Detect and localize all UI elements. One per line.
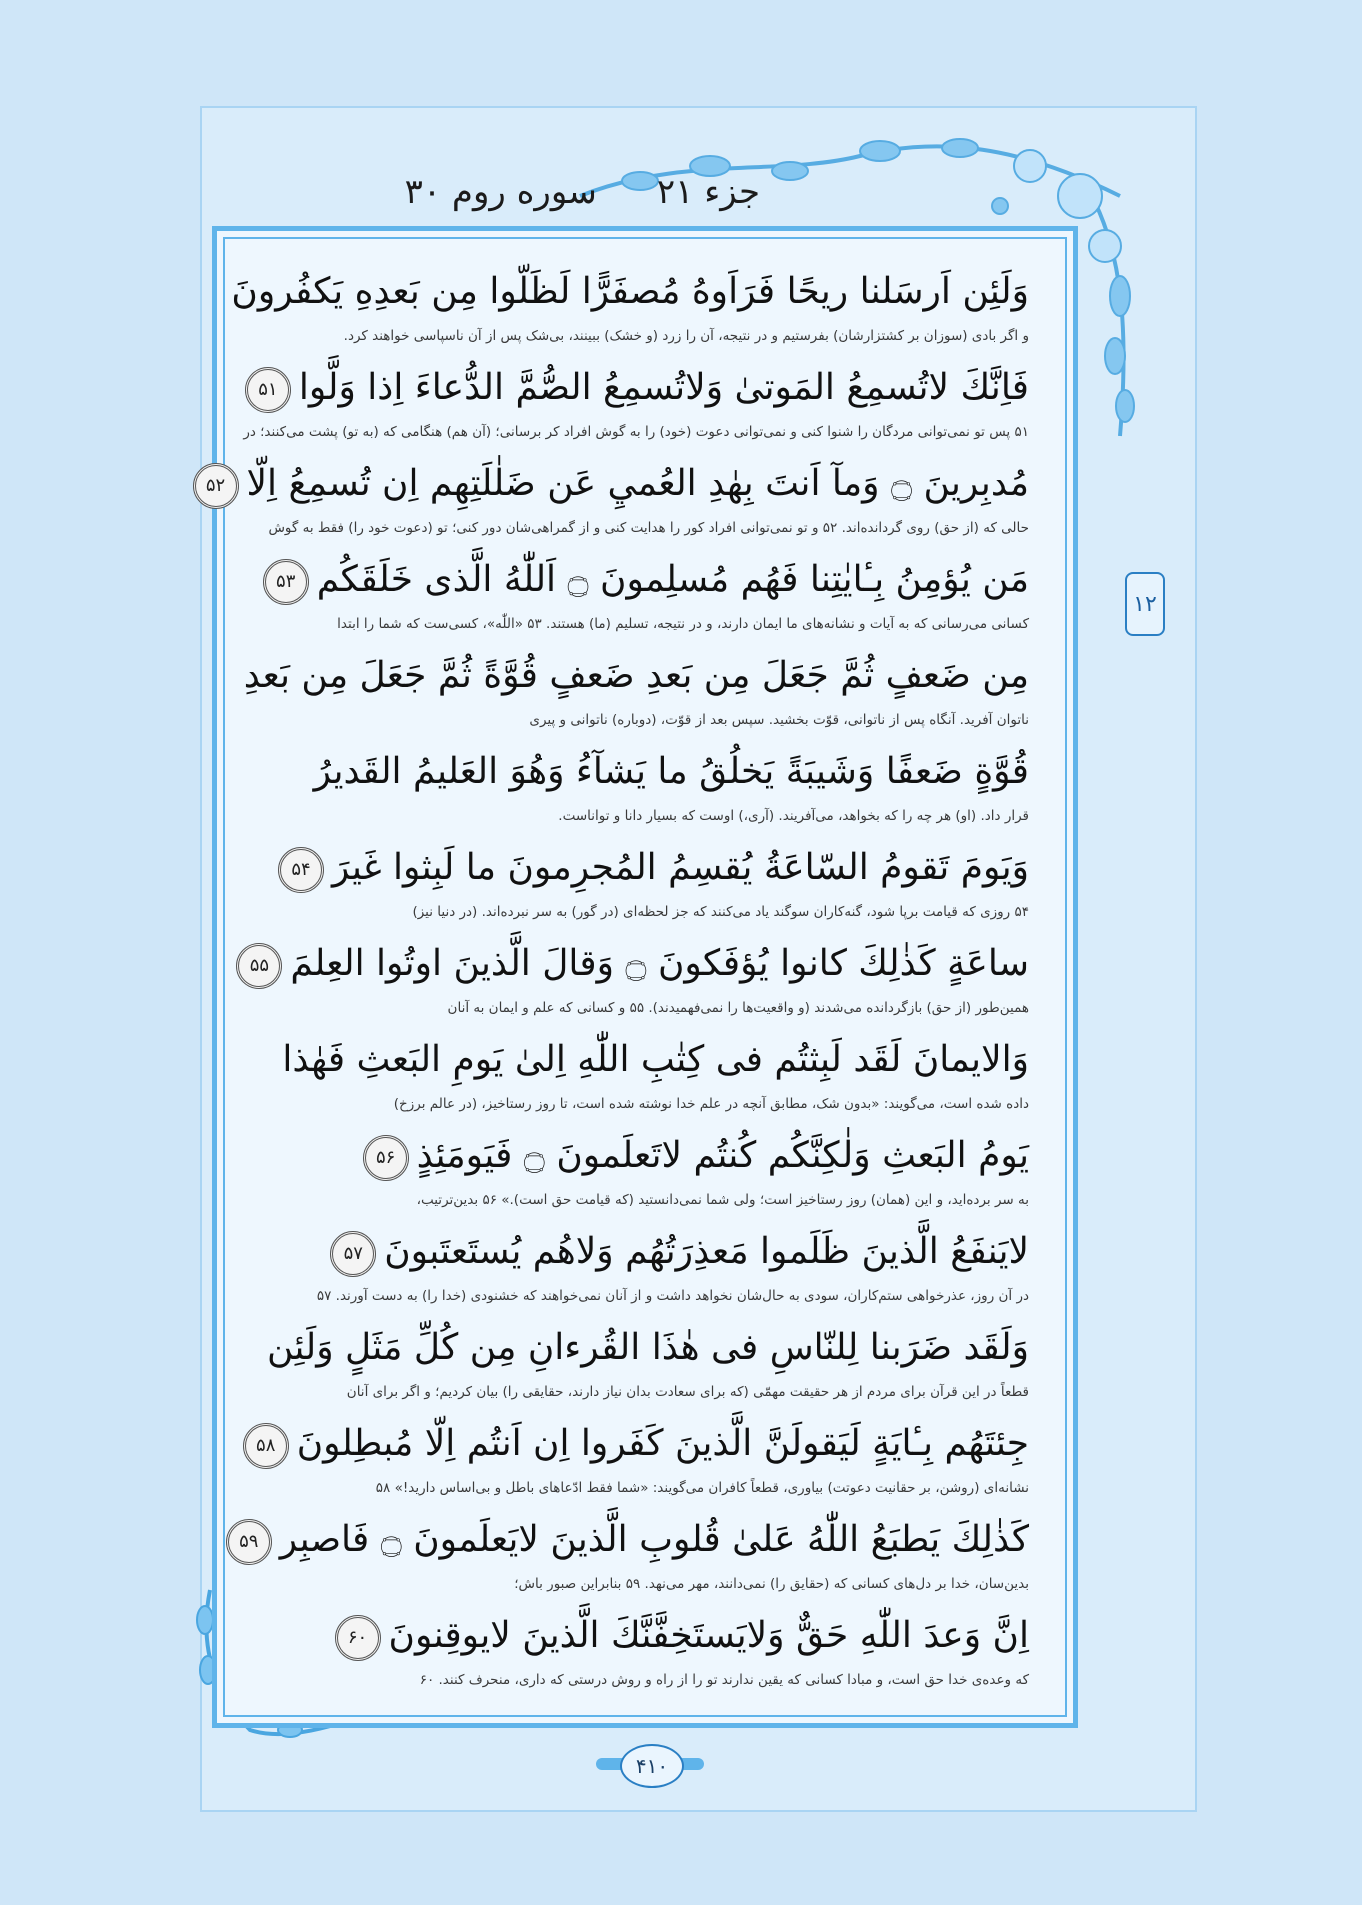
verse-block: [243, 646, 1029, 742]
arabic-line: [239, 1510, 1029, 1570]
arabic-text: وَالايمانَ لَقَد لَبِثتُم فى كِتٰبِ اللّٰهِ اِلىٰ يَومِ البَعثِ فَهٰذا: [282, 1039, 1029, 1080]
persian-translation: نشانه‌ای (روشن، بر حقانیت دعوتت) بیاوری، قطعاً کافران می‌گویند: «شما فقط ادّعاهای باطل و بی‌اساس دارید!» ۵۸: [375, 1480, 1029, 1496]
arabic-text: اِنَّ وَعدَ اللّٰهِ حَقٌّ وَلايَستَخِفَّنَّكَ الَّذينَ لايوقِنونَ: [388, 1615, 1029, 1656]
persian-translation: ۵۴ روزی که قیامت برپا شود، گنه‌کاران سوگند یاد می‌کنند که جز لحظه‌ای (در گور) به سر نبرده‌اند. (در دنیا نیز): [412, 904, 1029, 920]
verse-block: [255, 838, 1029, 934]
verse-block: [255, 550, 1029, 646]
verse-block: [239, 1510, 1029, 1606]
page-header: [380, 168, 760, 216]
arabic-text: ساعَةٍ كَذٰلِكَ كانوا يُؤفَكونَ ۝ وَقالَ الَّذينَ اوتُوا العِلمَ: [290, 943, 1029, 984]
verse-block: [255, 1222, 1029, 1318]
arabic-line: [249, 934, 1029, 994]
arabic-text: وَلَئِن اَرسَلنا ريحًا فَرَاَوهُ مُصفَرًّا لَظَلّوا مِن بَعدِهِ يَكفُرونَ: [231, 271, 1029, 312]
persian-translation: در آن روز، عذرخواهی ستم‌کاران، سودی به حال‌شان نخواهد داشت و از آنان نمی‌خواهند که خشنودی (خدا را) به دست آورند. ۵۷: [316, 1288, 1029, 1304]
verse-block: [255, 1606, 1029, 1702]
verse-block: [231, 262, 1029, 358]
verse-block: [255, 1318, 1029, 1414]
ayah-number-icon: ۵۳: [263, 559, 309, 605]
ayah-number-icon: ۵۴: [278, 847, 324, 893]
rub-hizb-label: ۱۲: [1133, 591, 1157, 617]
page-number: [620, 1744, 684, 1788]
arabic-line: [231, 262, 1029, 322]
arabic-line: [255, 742, 1029, 802]
arabic-text: وَيَومَ تَقومُ السّاعَةُ يُقسِمُ المُجرِمونَ ما لَبِثوا غَيرَ: [332, 847, 1029, 888]
arabic-text: قُوَّةٍ ضَعفًا وَشَيبَةً يَخلُقُ ما يَشآءُ وَهُوَ العَليمُ القَديرُ: [313, 751, 1029, 792]
verse-block: [255, 742, 1029, 838]
ayah-number-icon: ۵۱: [245, 367, 291, 413]
verse-block: [249, 934, 1029, 1030]
arabic-text: وَلَقَد ضَرَبنا لِلنّاسِ فى هٰذَا القُرءانِ مِن كُلِّ مَثَلٍ وَلَئِن: [266, 1327, 1029, 1368]
ayah-number-icon: ۵۲: [193, 463, 239, 509]
arabic-text: فَاِنَّكَ لاتُسمِعُ المَوتىٰ وَلاتُسمِعُ الصُّمَّ الدُّعاءَ اِذا وَلَّوا: [298, 367, 1029, 408]
arabic-line: [255, 358, 1029, 418]
arabic-text: جِئتَهُم بِـٔايَةٍ لَيَقولَنَّ الَّذينَ كَفَروا اِن اَنتُم اِلّا مُبطِلونَ: [296, 1423, 1029, 1464]
juz-label: جزء ۲۱: [656, 172, 760, 212]
verse-block: [243, 358, 1029, 454]
ayah-number-icon: ۵۶: [363, 1135, 409, 1181]
ayah-number-icon: ۵۵: [236, 943, 282, 989]
persian-translation: همین‌طور (از حق) بازگردانده می‌شدند (و واقعیت‌ها را نمی‌فهمیدند). ۵۵ و کسانی که علم و ایمان به آنان: [447, 1000, 1029, 1016]
arabic-line: [255, 1222, 1029, 1282]
persian-translation: به سر برده‌اید، و این (همان) روز رستاخیز است؛ ولی شما نمی‌دانستید (که قیامت حق است).» ۵۶ بدین‌ترتیب،: [416, 1192, 1029, 1208]
persian-translation: ناتوان آفرید. آنگاه پس از ناتوانی، قوّت بخشید. سپس بعد از قوّت، (دوباره) ناتوانی و پیری: [529, 712, 1029, 728]
arabic-text: كَذٰلِكَ يَطبَعُ اللّٰهُ عَلىٰ قُلوبِ الَّذينَ لايَعلَمونَ ۝ فَاصبِر: [279, 1519, 1029, 1560]
arabic-text: مِن ضَعفٍ ثُمَّ جَعَلَ مِن بَعدِ ضَعفٍ قُوَّةً ثُمَّ جَعَلَ مِن بَعدِ: [243, 655, 1029, 696]
persian-translation: بدین‌سان، خدا بر دل‌های کسانی که (حقایق را) نمی‌دانند، مهر می‌نهد. ۵۹ بنابراین صبور باش؛: [514, 1576, 1029, 1592]
persian-translation: و اگر بادی (سوزان بر کشتزارشان) بفرستیم و در نتیجه، آن را زرد (و خشک) ببینند، بی‌شک پس از آن ناسپاسی خواهند کرد.: [343, 328, 1029, 344]
arabic-text: مَن يُؤمِنُ بِـٔايٰتِنا فَهُم مُسلِمونَ ۝ اَللّٰهُ الَّذى خَلَقَكُم: [316, 559, 1029, 600]
arabic-line: [255, 1126, 1029, 1186]
rub-hizb-marker: [1125, 572, 1165, 636]
ayah-number-icon: ۵۷: [330, 1231, 376, 1277]
arabic-line: [255, 1606, 1029, 1666]
verse-block: [205, 454, 1029, 550]
arabic-line: [255, 1414, 1029, 1474]
ayah-number-icon: ۶۰: [335, 1615, 381, 1661]
persian-translation: حالی که (از حق) روی گردانده‌اند. ۵۲ و تو نمی‌توانی افراد کور را هدایت کنی و از گمراهی‌شان دور کنی؛ تو (دعوت خود را) فقط به گوش: [268, 520, 1029, 536]
arabic-text: يَومُ البَعثِ وَلٰكِنَّكُم كُنتُم لاتَعلَمونَ ۝ فَيَومَئِذٍ: [416, 1135, 1029, 1176]
verse-block: [255, 1030, 1029, 1126]
ayah-number-icon: ۵۸: [243, 1423, 289, 1469]
verse-block: [255, 1126, 1029, 1222]
surah-label: سوره روم ۳۰: [404, 172, 597, 212]
arabic-line: [255, 1318, 1029, 1378]
arabic-line: [255, 838, 1029, 898]
arabic-text: مُدبِرينَ ۝ وَمآ اَنتَ بِهٰدِ العُميِ عَن ضَلٰلَتِهِم اِن تُسمِعُ اِلّا: [246, 463, 1029, 504]
arabic-line: [205, 454, 1029, 514]
arabic-text: لايَنفَعُ الَّذينَ ظَلَموا مَعذِرَتُهُم وَلاهُم يُستَعتَبونَ: [384, 1231, 1029, 1272]
arabic-line: [255, 1030, 1029, 1090]
verse-block: [255, 1414, 1029, 1510]
persian-translation: کسانی می‌رسانی که به آیات و نشانه‌های ما ایمان دارند، و در نتیجه، تسلیم (ما) هستند. ۵۳ «اللّٰه»، کسی‌ست که شما را ابتدا: [337, 616, 1029, 632]
persian-translation: ۵۱ پس تو نمی‌توانی مردگان را شنوا کنی و نمی‌توانی دعوت (خود) را به گوش افراد کر برسانی؛ (آن هم) هنگامی که (به تو) پشت می‌کنند؛ در: [243, 424, 1029, 440]
page-number-label: ۴۱۰: [635, 1754, 669, 1778]
persian-translation: قطعاً در این قرآن برای مردم از هر حقیقت مهمّی (که برای سعادت بدان نیاز دارند، حقایقی را) بیان کردیم؛ و اگر برای آنان: [346, 1384, 1029, 1400]
persian-translation: که وعده‌ی خدا حق است، و مبادا کسانی که یقین ندارند تو را از راه و روش درستی که داری، منحرف کنند. ۶۰: [419, 1672, 1029, 1688]
ayah-number-icon: ۵۹: [226, 1519, 272, 1565]
arabic-line: [243, 646, 1029, 706]
persian-translation: داده شده است، می‌گویند: «بدون شک، مطابق آنچه در علم خدا نوشته شده است، تا روز رستاخیز، (در عالم برزخ): [393, 1096, 1029, 1112]
persian-translation: قرار داد. (او) هر چه را که بخواهد، می‌آفریند. (آری،) اوست که بسیار دانا و تواناست.: [558, 808, 1029, 824]
arabic-line: [255, 550, 1029, 610]
quran-text-body: [205, 262, 1029, 1702]
